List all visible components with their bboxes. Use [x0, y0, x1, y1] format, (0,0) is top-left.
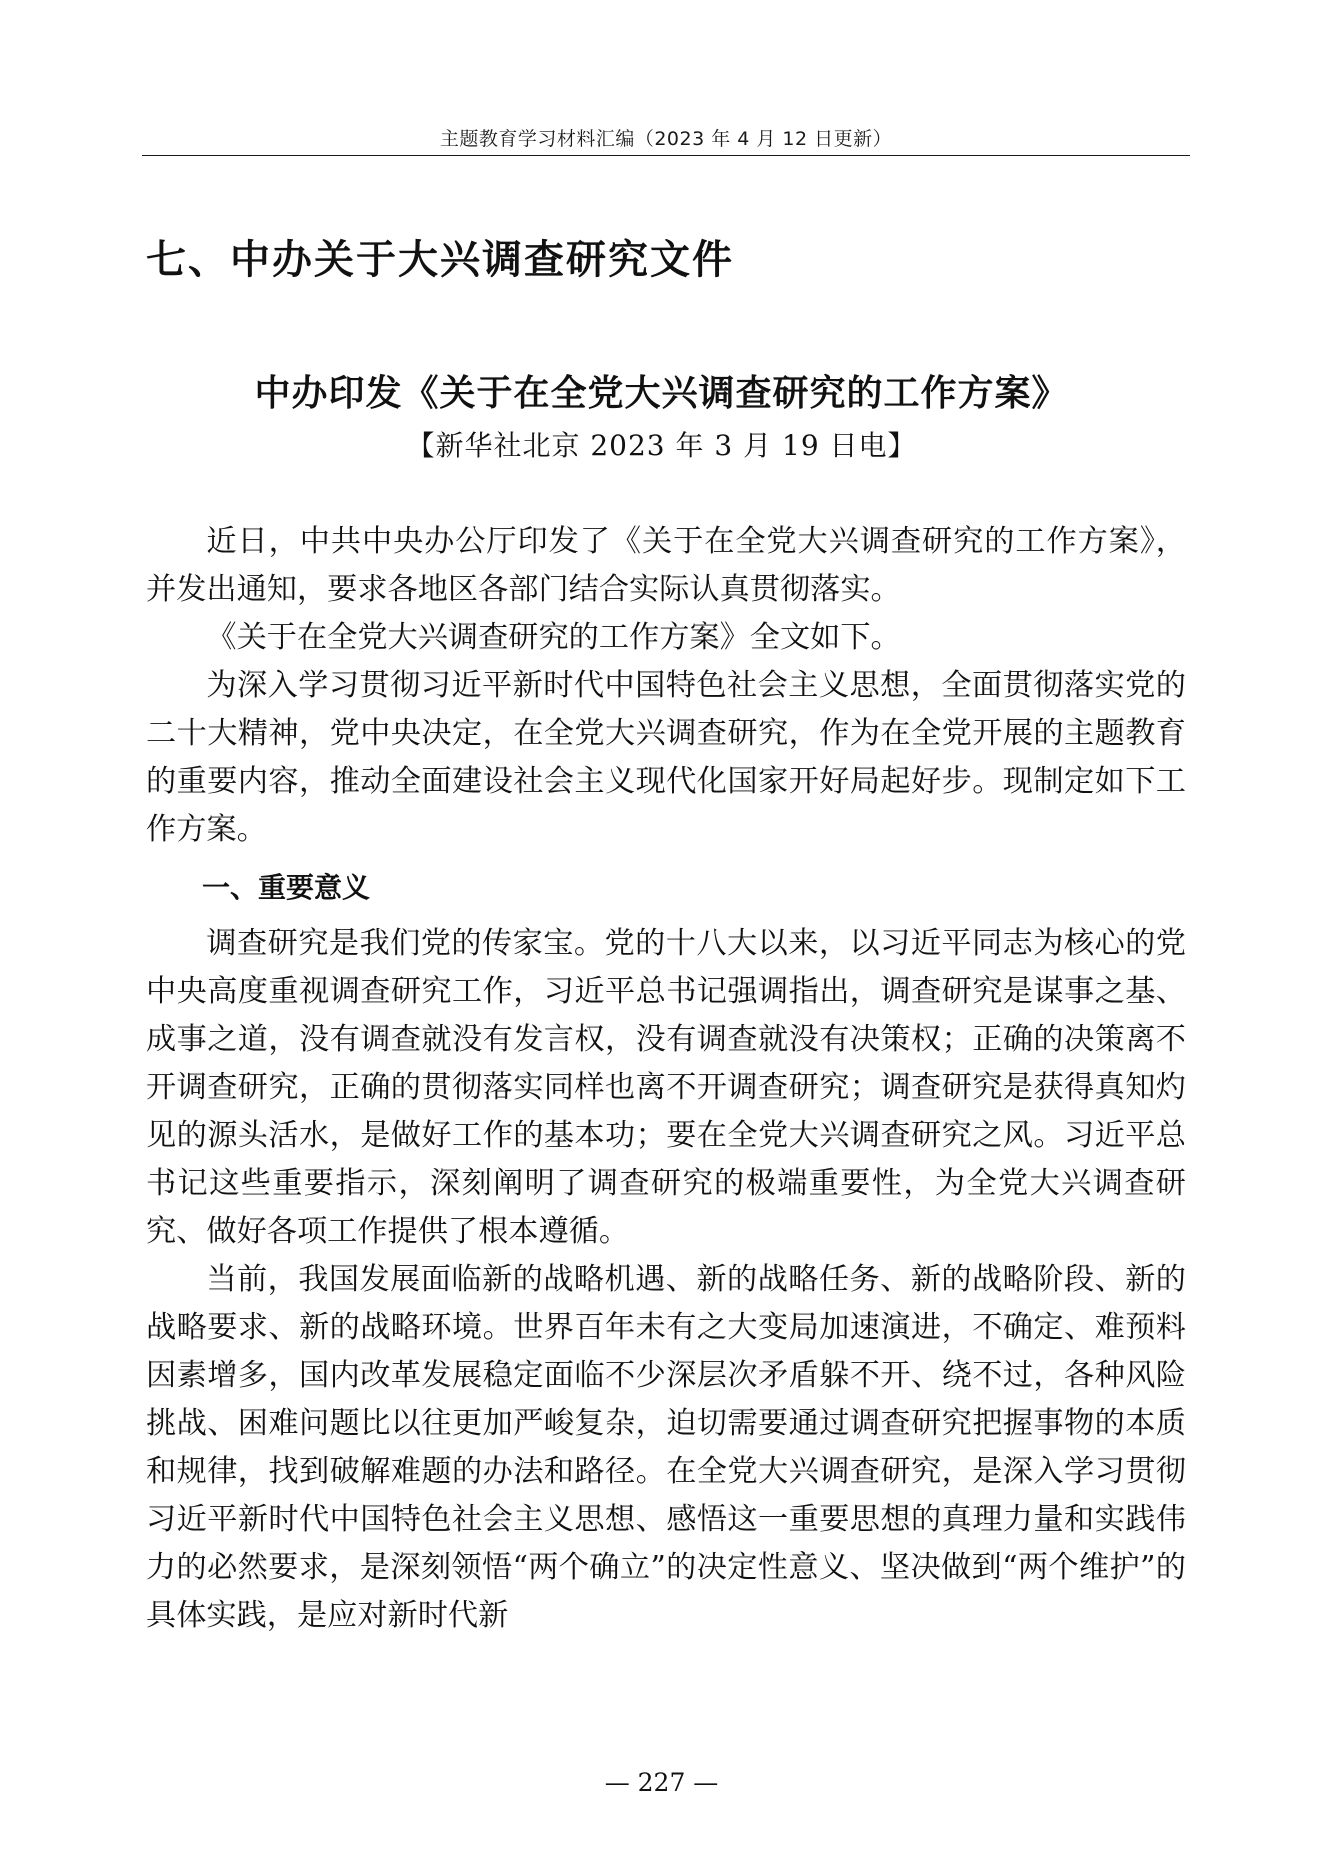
- body-paragraph: 为深入学习贯彻习近平新时代中国特色社会主义思想，全面贯彻落实党的二十大精神，党中央决定，在全党大兴调查研究，作为在全党开展的主题教育的重要内容，推动全面建设社会主义现代化国家开好局起好步。现制定如下工作方案。: [146, 668, 1186, 847]
- article-title: 中办印发《关于在全党大兴调查研究的工作方案》: [254, 372, 1069, 414]
- body-paragraph: 近日，中共中央办公厅印发了《关于在全党大兴调查研究的工作方案》，并发出通知，要求各地区各部门结合实际认真贯彻落实。: [146, 524, 1186, 607]
- page-number: — 227 —: [604, 1768, 719, 1797]
- body-paragraph: 《关于在全党大兴调查研究的工作方案》全文如下。: [206, 620, 901, 655]
- running-header: 主题教育学习材料汇编（2023 年 4 月 12 日更新）: [439, 128, 893, 150]
- body-paragraph: 调查研究是我们党的传家宝。党的十八大以来，以习近平同志为核心的党中央高度重视调查研究工作，习近平总书记强调指出，调查研究是谋事之基、成事之道，没有调查就没有发言权，没有调查就没有决策权；正确的决策离不开调查研究，正确的贯彻落实同样也离不开调查研究；调查研究是获得真知灼见的源头活水，是做好工作的基本功；要在全党大兴调查研究之风。习近平总书记这些重要指示，深刻阐明了调查研究的极端重要性，为全党大兴调查研究、做好各项工作提供了根本遵循。: [146, 926, 1186, 1249]
- header-divider: [142, 155, 1190, 156]
- chapter-title: 七、中办关于大兴调查研究文件: [146, 237, 734, 283]
- article-dateline: 【新华社北京 2023 年 3 月 19 日电】: [406, 429, 917, 462]
- body-paragraph: 当前，我国发展面临新的战略机遇、新的战略任务、新的战略阶段、新的战略要求、新的战略环境。世界百年未有之大变局加速演进，不确定、难预料因素增多，国内改革发展稳定面临不少深层次矛盾躲不开、绕不过，各种风险挑战、困难问题比以往更加严峻复杂，迫切需要通过调查研究把握事物的本质和规律，找到破解难题的办法和路径。在全党大兴调查研究，是深入学习贯彻习近平新时代中国特色社会主义思想、感悟这一重要思想的真理力量和实践伟力的必然要求，是深刻领悟“两个确立”的决定性意义、坚决做到“两个维护”的具体实践，是应对新时代新: [146, 1262, 1186, 1633]
- section-heading: 一、重要意义: [202, 871, 371, 904]
- article-body: [146, 518, 1186, 1640]
